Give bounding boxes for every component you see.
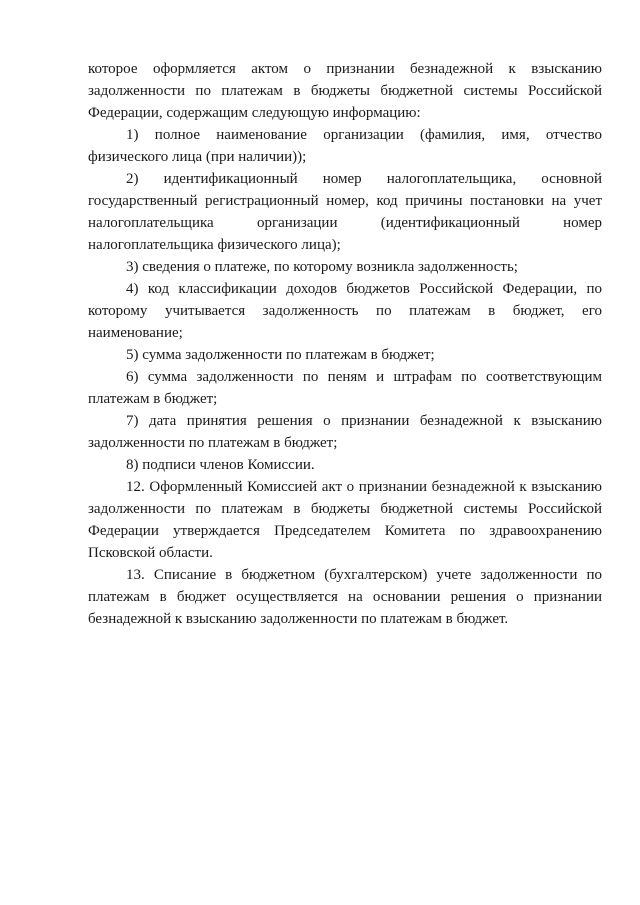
list-item-3: 3) сведения о платеже, по которому возникла задолженность;: [126, 259, 518, 275]
list-item-2: 2) идентификационный номер налогоплательщика, основной государственный регистрационный номер, код причины постановки на учет налогоплательщика организации (идентификационный номер налогоплательщика физического лица);: [88, 171, 602, 253]
paragraph-clause-13: 13. Списание в бюджетном (бухгалтерском) учете задолженности по платежам в бюджет осуществляется на основании решения о признании безнадежной к взысканию задолженности по платежам в бюджет.: [88, 567, 602, 627]
list-item-8: 8) подписи членов Комиссии.: [126, 457, 315, 473]
list-item-4: 4) код классификации доходов бюджетов Российской Федерации, по которому учитывается задолженность по платежам в бюджет, его наименование;: [88, 281, 602, 341]
paragraph-intro: которое оформляется актом о признании безнадежной к взысканию задолженности по платежам в бюджеты бюджетной системы Российской Федерации, содержащим следующую информацию:: [88, 61, 602, 121]
list-item-5: 5) сумма задолженности по платежам в бюджет;: [126, 347, 435, 363]
paragraph-clause-12: 12. Оформленный Комиссией акт о признании безнадежной к взысканию задолженности по платежам в бюджеты бюджетной системы Российской Федерации утверждается Председателем Комитета по здравоохранению Псковской области.: [88, 479, 602, 561]
list-item-1: 1) полное наименование организации (фамилия, имя, отчество физического лица (при наличии));: [88, 127, 602, 165]
list-item-6: 6) сумма задолженности по пеням и штрафам по соответствующим платежам в бюджет;: [88, 369, 602, 407]
list-item-7: 7) дата принятия решения о признании безнадежной к взысканию задолженности по платежам в бюджет;: [88, 413, 602, 451]
document-page: [88, 58, 602, 630]
